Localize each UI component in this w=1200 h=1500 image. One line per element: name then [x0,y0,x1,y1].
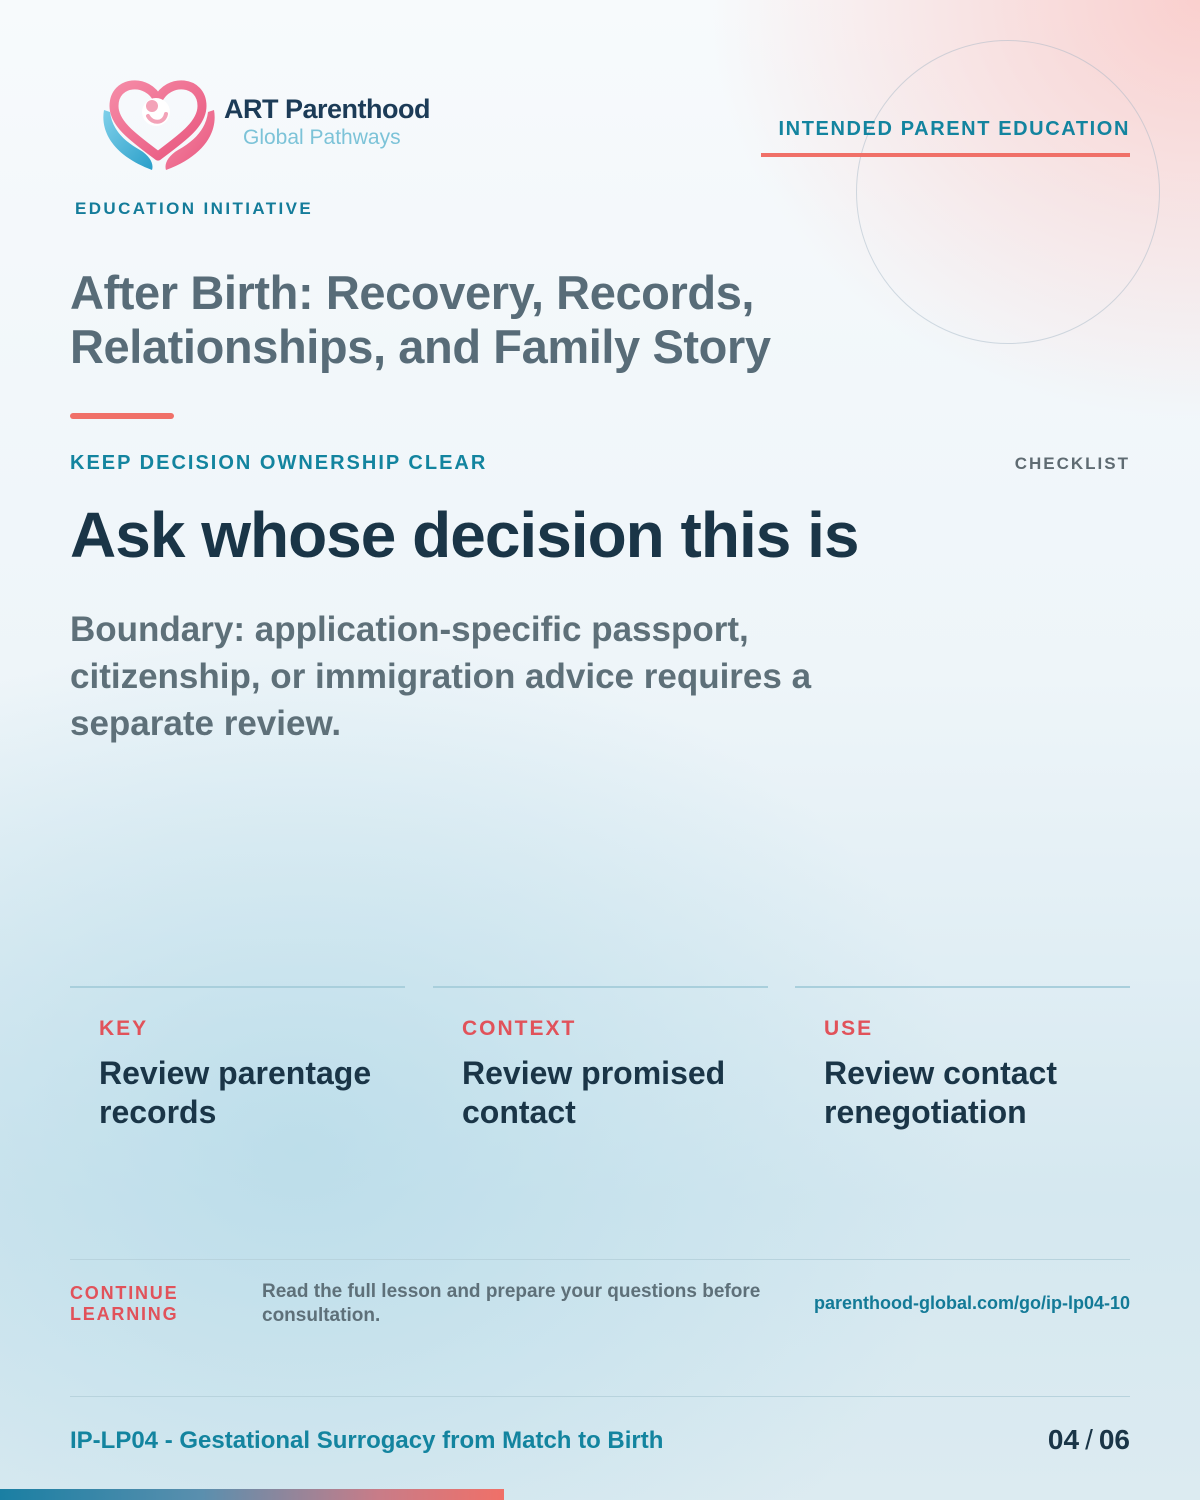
column-use [795,986,1130,1186]
brand-name: ART Parenthood [224,94,430,124]
column-text: Review promised contact [462,1055,726,1130]
divider [70,1259,1130,1260]
section-label: KEEP DECISION OWNERSHIP CLEAR [70,452,488,474]
course-title: IP-LP04 - Gestational Surrogacy from Match to Birth [70,1427,664,1454]
category-tag: INTENDED PARENT EDUCATION [778,118,1130,140]
title-accent-bar [70,413,174,419]
type-label: CHECKLIST [1014,454,1130,473]
page-separator: / [1085,1424,1093,1455]
page-current: 04 [1047,1424,1080,1455]
decorative-circle [856,40,1160,344]
column-text: Review contact renegotiation [824,1055,1057,1130]
column-context [433,986,768,1186]
page-indicator [1048,1424,1130,1456]
continue-text: Read the full lesson and prepare your questions before consultation. [262,1281,761,1326]
lesson-title: After Birth: Recovery, Records, Relationships, and Family Story [70,266,771,373]
lesson-link[interactable]: parenthood-global.com/go/ip-lp04-10 [813,1293,1130,1313]
category-underline [761,153,1130,157]
page-total: 06 [1098,1424,1130,1455]
progress-bar [0,1489,504,1500]
divider [70,1396,1130,1397]
column-label: CONTEXT [462,1017,577,1040]
boundary-note: Boundary: application-specific passport, citizenship, or immigration advice requires a separate review. [70,610,812,743]
headline: Ask whose decision this is [70,499,859,571]
brand-subtitle: Global Pathways [243,126,401,149]
heart-hands-logo-icon [100,72,218,172]
column-label: USE [824,1017,874,1040]
initiative-label: EDUCATION INITIATIVE [75,199,314,218]
column-text: Review parentage records [99,1055,372,1130]
column-label: KEY [99,1017,149,1040]
continue-label: CONTINUE LEARNING [70,1283,179,1324]
column-key [70,986,405,1186]
